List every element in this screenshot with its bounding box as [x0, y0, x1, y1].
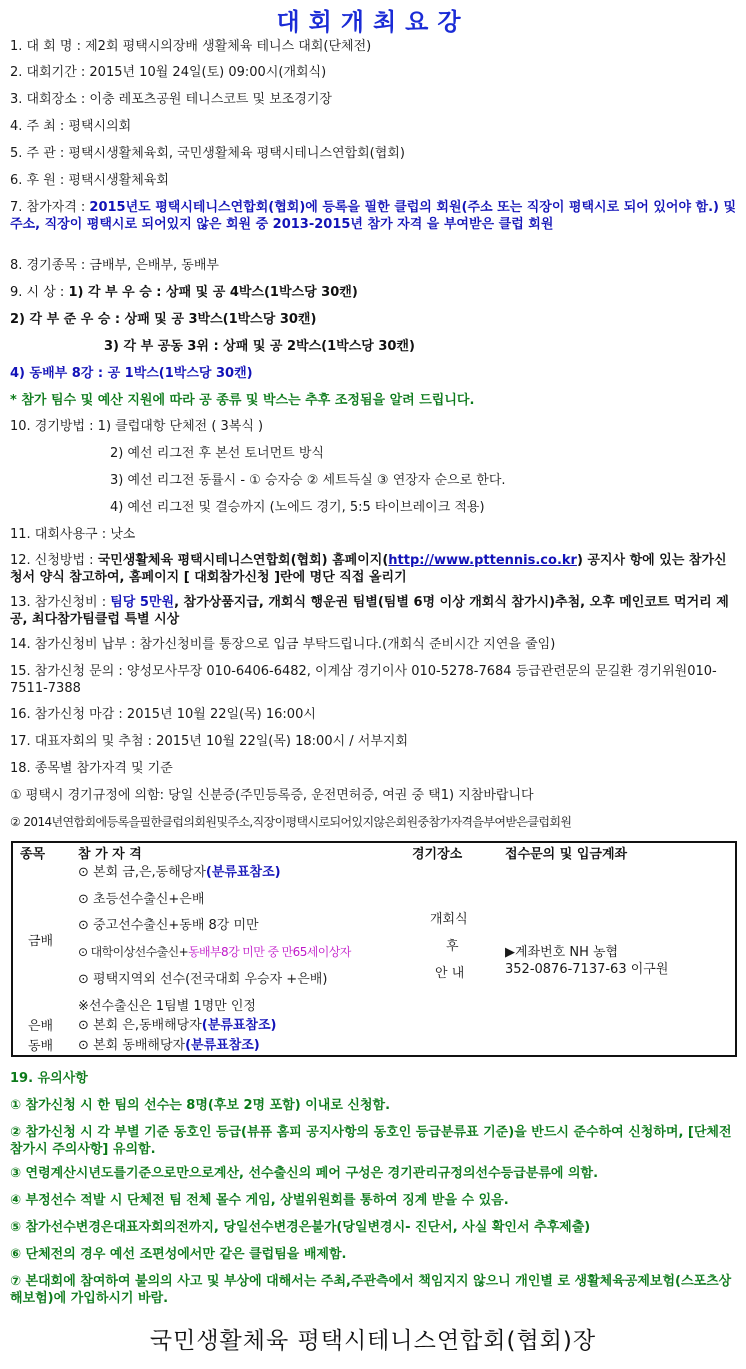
silver-row-note: (분류표참조) [201, 1018, 277, 1033]
gold-row-4-text: ⊙ 대학이상선수출신+ [78, 945, 189, 959]
note-5: ⑤ 참가선수변경은대표자회의전까지, 당일선수변경은불가(당일변경시- 진단서, 사실 확인서 추후제출) [10, 1220, 591, 1235]
table-header-eligibility: 참 가 자 격 [78, 847, 142, 862]
event-silver: 은배 [28, 1019, 54, 1034]
event-bronze: 동배 [28, 1039, 54, 1054]
gold-row-3: ⊙ 중고선수출신+동배 8강 미만 [78, 918, 259, 933]
account-line-2: 352-0876-7137-63 이구원 [505, 962, 669, 977]
venue-line-3: 안 내 [435, 966, 465, 981]
item-12-text: 국민생활체육 평택시테니스연합회(협회) 홈페이지( [97, 553, 389, 568]
item-10: 10. 경기방법 : 1) 클럽대항 단체전 ( 3복식 ) [10, 419, 264, 434]
silver-row [78, 1017, 276, 1034]
bronze-row-text: ⊙ 본회 동배해당자 [78, 1038, 186, 1053]
gold-row-5: ⊙ 평택지역외 선수(전국대회 우승자 +은배) [78, 972, 328, 987]
item-9-prize-1: 1) 각 부 우 승 : 상패 및 공 4박스(1박스당 30캔) [68, 285, 358, 300]
item-6: 6. 후 원 : 평택시생활체육회 [10, 173, 169, 188]
item-13-label: 13. 참가신청비 : [10, 595, 111, 610]
item-18-2: ② 2014년연합회에등록을필한클럽의회원및주소,직장이평택시로되어있지않은회원중참가자격을부여받은클럽회원 [10, 815, 572, 829]
item-3: 3. 대회장소 : 이충 레포츠공원 테니스코트 및 보조경기장 [10, 92, 332, 107]
item-1: 1. 대 회 명 : 제2회 평택시의장배 생활체육 테니스 대회(단체전) [10, 39, 372, 54]
note-2: ② 참가신청 시 각 부별 기준 동호인 등급(뷰퓨 홈피 공지사항의 동호인 등급분류표 기준)을 반드시 준수하여 신청하며, [단체전 참가시 주의사항] 유의함. [10, 1125, 737, 1157]
item-12-label: 12. 신청방법 : [10, 553, 98, 568]
gold-row-1-note: (분류표참조) [205, 865, 281, 880]
item-9-prize-3: 3) 각 부 공동 3위 : 상패 및 공 2박스(1박스당 30캔) [104, 339, 415, 354]
item-9-label: 9. 시 상 : [10, 285, 69, 300]
note-1: ① 참가신청 시 한 팀의 선수는 8명(후보 2명 포함) 이내로 신청함. [10, 1098, 391, 1113]
bronze-row [78, 1037, 260, 1054]
note-7: ⑦ 본대회에 참여하여 불의의 사고 및 부상에 대해서는 주최,주관측에서 책임지지 않으니 개인별 로 생활체육공제보험(스포츠상해보험)에 가입하시기 바람. [10, 1274, 732, 1306]
item-8: 8. 경기종목 : 금배부, 은배부, 동배부 [10, 258, 219, 273]
table-header-contact: 접수문의 및 입금계좌 [505, 847, 628, 862]
notes-heading: 19. 유의사항 [10, 1071, 88, 1086]
gold-row-6: ※선수출신은 1팀별 1명만 인정 [78, 999, 256, 1014]
account-line-1: ▶계좌번호 NH 농협 [505, 945, 619, 960]
note-6: ⑥ 단체전의 경우 예선 조편성에서만 같은 클럽팀을 배제함. [10, 1247, 347, 1262]
item-16: 16. 참가신청 마감 : 2015년 10월 22일(목) 16:00시 [10, 707, 316, 722]
item-12 [10, 552, 738, 586]
gold-row-4-highlight: 동배부8강 미만 중 만65세이상자 [188, 945, 351, 959]
item-5: 5. 주 관 : 평택시생활체육회, 국민생활체육 평택시테니스연합회(협회) [10, 146, 405, 161]
item-13-text: , 참가상품지급, 개회식 행운권 팀별(팀별 6명 이상 개회식 참가시)추첨, 오후 메인코트 먹거리 제공, 최다참가팀클럽 특별 시상 [10, 595, 729, 627]
item-14: 14. 참가신청비 납부 : 참가신청비를 통장으로 입금 부탁드립니다.(개회식 준비시간 지연을 줄임) [10, 637, 556, 652]
item-7-text: 2015년도 평택시테니스연합회(협회)에 등록을 필한 클럽의 회원(주소 또는 직장이 평택시로 되어 있어야 함.) 및 주소, 직장이 평택시로 되어있지 않은 회원 중 2013-2015년 참가 자격 을 부여받은 클럽 회원 [10, 200, 741, 232]
item-9-prize-4: 4) 동배부 8강 : 공 1박스(1박스당 30캔) [10, 366, 253, 381]
item-10-2: 2) 예선 리그전 후 본선 토너먼트 방식 [110, 446, 324, 461]
bronze-row-note: (분류표참조) [185, 1038, 260, 1053]
gold-row-2: ⊙ 초등선수출신+은배 [78, 892, 205, 907]
venue-line-1: 개회식 [430, 912, 468, 927]
signature-footer: 국민생활체육 평택시테니스연합회(협회)장 [149, 1328, 597, 1354]
gold-row-1 [78, 864, 281, 881]
homepage-link[interactable]: http://www.pttennis.co.kr [388, 553, 577, 568]
item-15: 15. 참가신청 문의 : 양성모사무장 010-6406-6482, 이계삼 경기이사 010-5278-7684 등급관련문의 문길환 경기위원010-7511-7388 [10, 664, 717, 696]
item-10-3: 3) 예선 리그전 동률시 - ① 승자승 ② 세트득실 ③ 연장자 순으로 한다. [110, 473, 506, 488]
item-18: 18. 종목별 참가자격 및 기준 [10, 761, 173, 776]
gold-row-4 [78, 944, 351, 961]
item-7 [10, 199, 741, 233]
item-9-prize-2: 2) 각 부 준 우 승 : 상패 및 공 3박스(1박스당 30캔) [10, 312, 317, 327]
venue-line-2: 후 [446, 939, 459, 954]
item-9-notice: * 참가 팀수 및 예산 지원에 따라 공 종류 및 박스는 추후 조정됨을 알려 드립니다. [10, 393, 475, 408]
item-12-text-2: ) 공지사 항에 있는 참가신청서 양식 참고하여, 홈페이지 [ 대회참가신청 ]란에 명단 직접 올리기 [10, 553, 727, 585]
gold-row-1-text: ⊙ 본회 금,은,동해당자 [78, 865, 206, 880]
item-10-4: 4) 예선 리그전 및 결승까지 (노에드 경기, 5:5 타이브레이크 적용) [110, 500, 485, 515]
item-13 [10, 594, 738, 628]
table-header-event: 종목 [20, 847, 46, 862]
item-17: 17. 대표자회의 및 추첨 : 2015년 10월 22일(목) 18:00시 / 서부지회 [10, 734, 409, 749]
item-7-label: 7. 참가자격 : [10, 200, 90, 215]
item-11: 11. 대회사용구 : 낫소 [10, 527, 136, 542]
table-header-venue: 경기장소 [412, 847, 463, 862]
note-3: ③ 연령계산시년도를기준으로만으로계산, 선수출신의 페어 구성은 경기관리규정의선수등급분류에 의함. [10, 1166, 599, 1181]
event-gold: 금배 [28, 934, 54, 949]
item-13-fee: 팀당 5만원 [110, 595, 175, 610]
item-18-1: ① 평택시 경기규정에 의함: 당일 신분증(주민등록증, 운전면허증, 여권 중 택1) 지참바랍니다 [10, 788, 534, 803]
item-4: 4. 주 최 : 평택시의회 [10, 119, 132, 134]
item-2: 2. 대회기간 : 2015년 10월 24일(토) 09:00시(개회식) [10, 65, 327, 80]
item-9 [10, 284, 738, 301]
page-title: 대회개최요강 [276, 8, 470, 36]
silver-row-text: ⊙ 본회 은,동배해당자 [78, 1018, 202, 1033]
note-4: ④ 부정선수 적발 시 단체전 팀 전체 몰수 게임, 상벌위원회를 통하여 징계 받을 수 있음. [10, 1193, 509, 1208]
